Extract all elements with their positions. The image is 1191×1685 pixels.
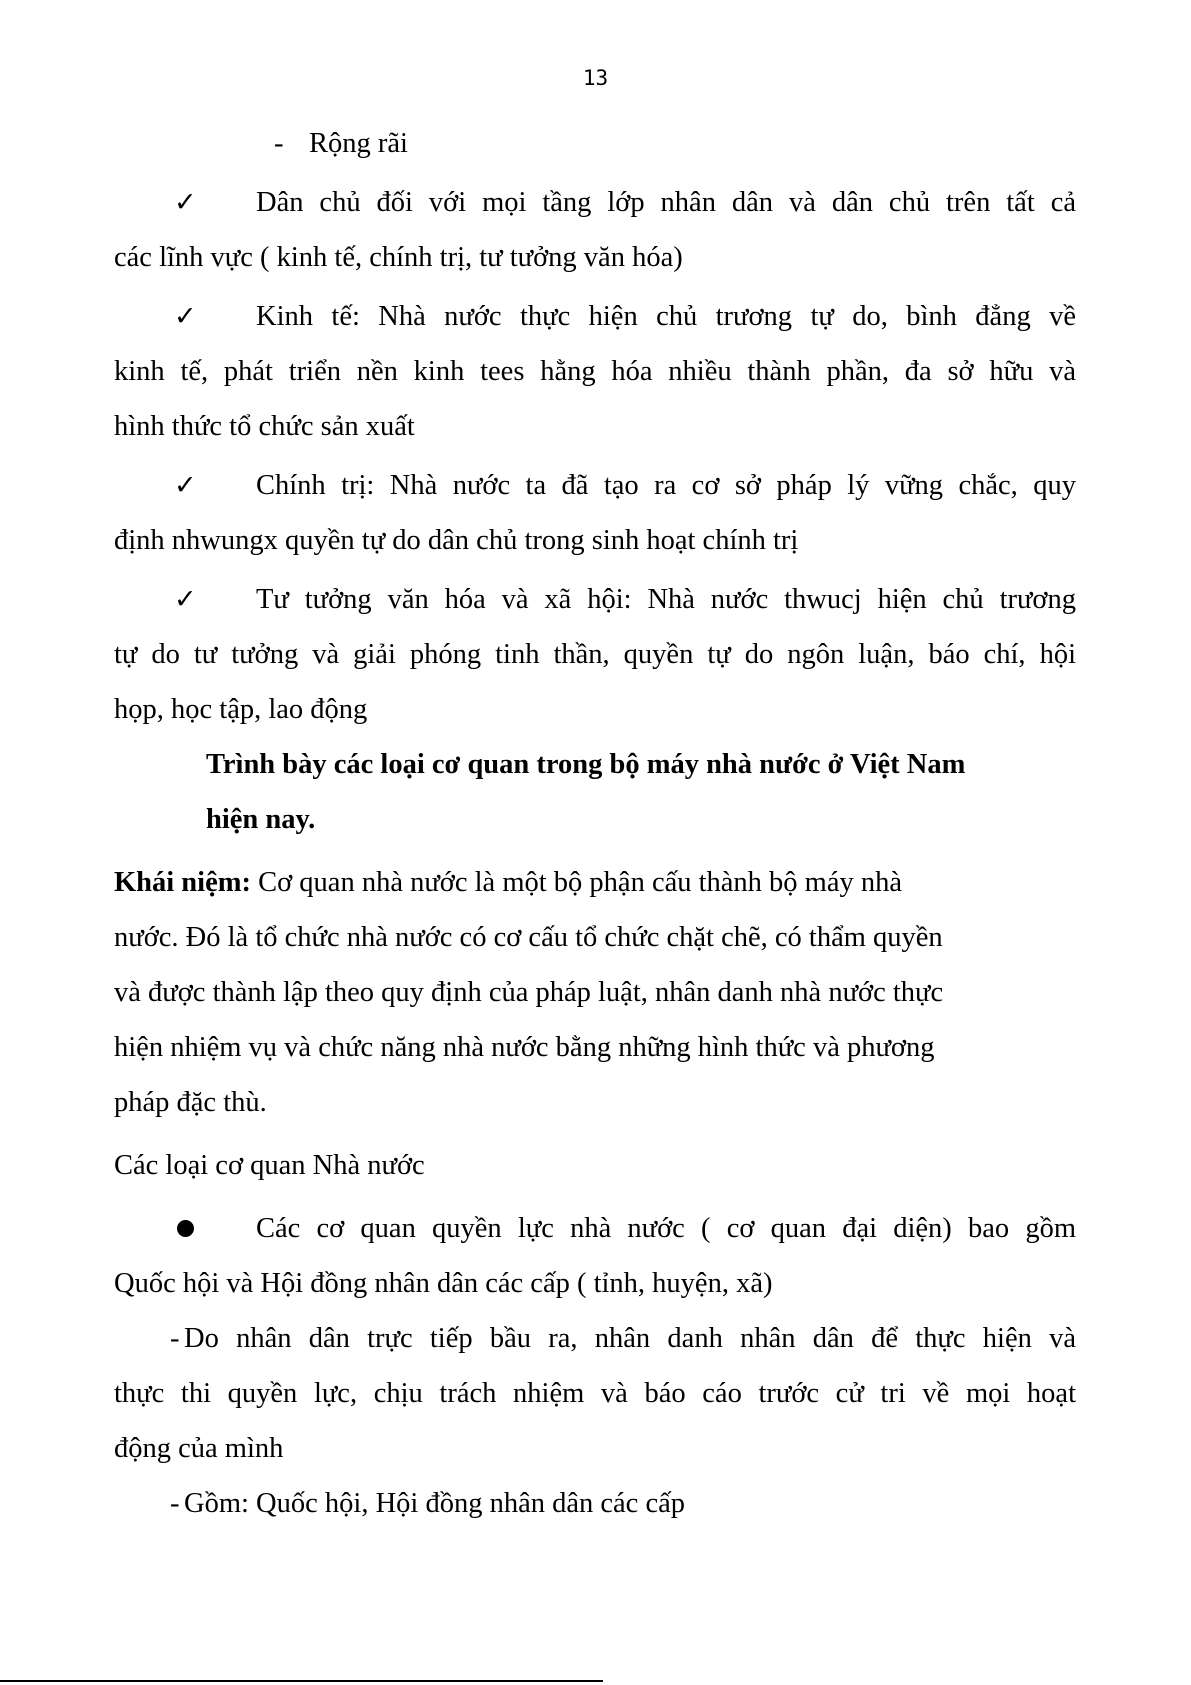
- checkmark-icon: ✓: [174, 187, 197, 217]
- paragraph-line: động của mình: [114, 1433, 284, 1464]
- concept-paragraph: [114, 855, 1076, 1130]
- concept-label: Khái niệm:: [114, 867, 251, 898]
- list-item-rong-rai: [114, 116, 1076, 171]
- dash-item-text: Gồm: Quốc hội, Hội đồng nhân dân các cấp: [184, 1488, 685, 1519]
- section-heading: [114, 737, 1076, 847]
- paragraph-line: kinh tế, phát triển nền kinh tees hằng hóa nhiều thành phần, đa sở hữu và: [114, 356, 1076, 387]
- paragraph-line: thực thi quyền lực, chịu trách nhiệm và báo cáo trước cử tri về mọi hoạt: [114, 1378, 1076, 1409]
- checkmark-item-democracy: [114, 175, 1076, 285]
- checkmark-item-economy: [114, 289, 1076, 454]
- page-number: 13: [582, 66, 609, 90]
- list-item-text: Rộng rãi: [309, 128, 408, 159]
- paragraph-line: Tư tưởng văn hóa và xã hội: Nhà nước thwucj hiện chủ trương: [256, 584, 1076, 615]
- dash-item-elected: [114, 1311, 1076, 1476]
- types-title: Các loại cơ quan Nhà nước: [114, 1150, 425, 1181]
- paragraph-line: [114, 1311, 1076, 1366]
- dash-marker: -: [170, 1488, 180, 1519]
- bottom-divider: [0, 1680, 603, 1682]
- checkmark-icon: ✓: [174, 301, 197, 331]
- bullet-item-state-power: [114, 1201, 1076, 1311]
- paragraph-line: Dân chủ đối với mọi tầng lớp nhân dân và dân chủ trên tất cả: [256, 187, 1076, 218]
- paragraph-line: tự do tư tưởng và giải phóng tinh thần, quyền tự do ngôn luận, báo chí, hội: [114, 639, 1076, 670]
- dash-item-text: Do nhân dân trực tiếp bầu ra, nhân danh nhân dân để thực hiện và: [184, 1323, 1076, 1354]
- dash-marker: -: [274, 128, 284, 159]
- paragraph-line: [114, 855, 1076, 910]
- concept-text: Cơ quan nhà nước là một bộ phận cấu thành bộ máy nhà: [250, 867, 903, 898]
- heading-line: Trình bày các loại cơ quan trong bộ máy nhà nước ở Việt Nam: [206, 749, 966, 780]
- bullet-dot-icon: [177, 1220, 194, 1237]
- paragraph-line: hình thức tổ chức sản xuất: [114, 411, 415, 442]
- checkmark-icon: ✓: [174, 470, 197, 500]
- checkmark-item-politics: [114, 458, 1076, 568]
- paragraph-line: và được thành lập theo quy định của pháp luật, nhân danh nhà nước thực: [114, 977, 944, 1008]
- paragraph-line: pháp đặc thù.: [114, 1087, 267, 1118]
- paragraph-line: họp, học tập, lao động: [114, 694, 368, 725]
- heading-line: hiện nay.: [206, 804, 316, 835]
- checkmark-item-culture: [114, 572, 1076, 737]
- paragraph-line: nước. Đó là tổ chức nhà nước có cơ cấu tổ chức chặt chẽ, có thẩm quyền: [114, 922, 943, 953]
- paragraph-line: hiện nhiệm vụ và chức năng nhà nước bằng những hình thức và phương: [114, 1032, 935, 1063]
- paragraph-line: các lĩnh vực ( kinh tế, chính trị, tư tưởng văn hóa): [114, 242, 683, 273]
- document-body: [114, 116, 1076, 1531]
- checkmark-icon: ✓: [174, 584, 197, 614]
- dash-item-members: [114, 1476, 1076, 1531]
- paragraph-line: [114, 1476, 1076, 1531]
- paragraph-line: Quốc hội và Hội đồng nhân dân các cấp ( tỉnh, huyện, xã): [114, 1268, 773, 1299]
- paragraph-line: Kinh tế: Nhà nước thực hiện chủ trương tự do, bình đẳng về: [256, 301, 1076, 332]
- paragraph-line: định nhwungx quyền tự do dân chủ trong sinh hoạt chính trị: [114, 525, 799, 556]
- paragraph-line: Chính trị: Nhà nước ta đã tạo ra cơ sở pháp lý vững chắc, quy: [256, 470, 1076, 501]
- dash-marker: -: [170, 1323, 180, 1354]
- paragraph-line: Các cơ quan quyền lực nhà nước ( cơ quan đại diện) bao gồm: [256, 1213, 1076, 1244]
